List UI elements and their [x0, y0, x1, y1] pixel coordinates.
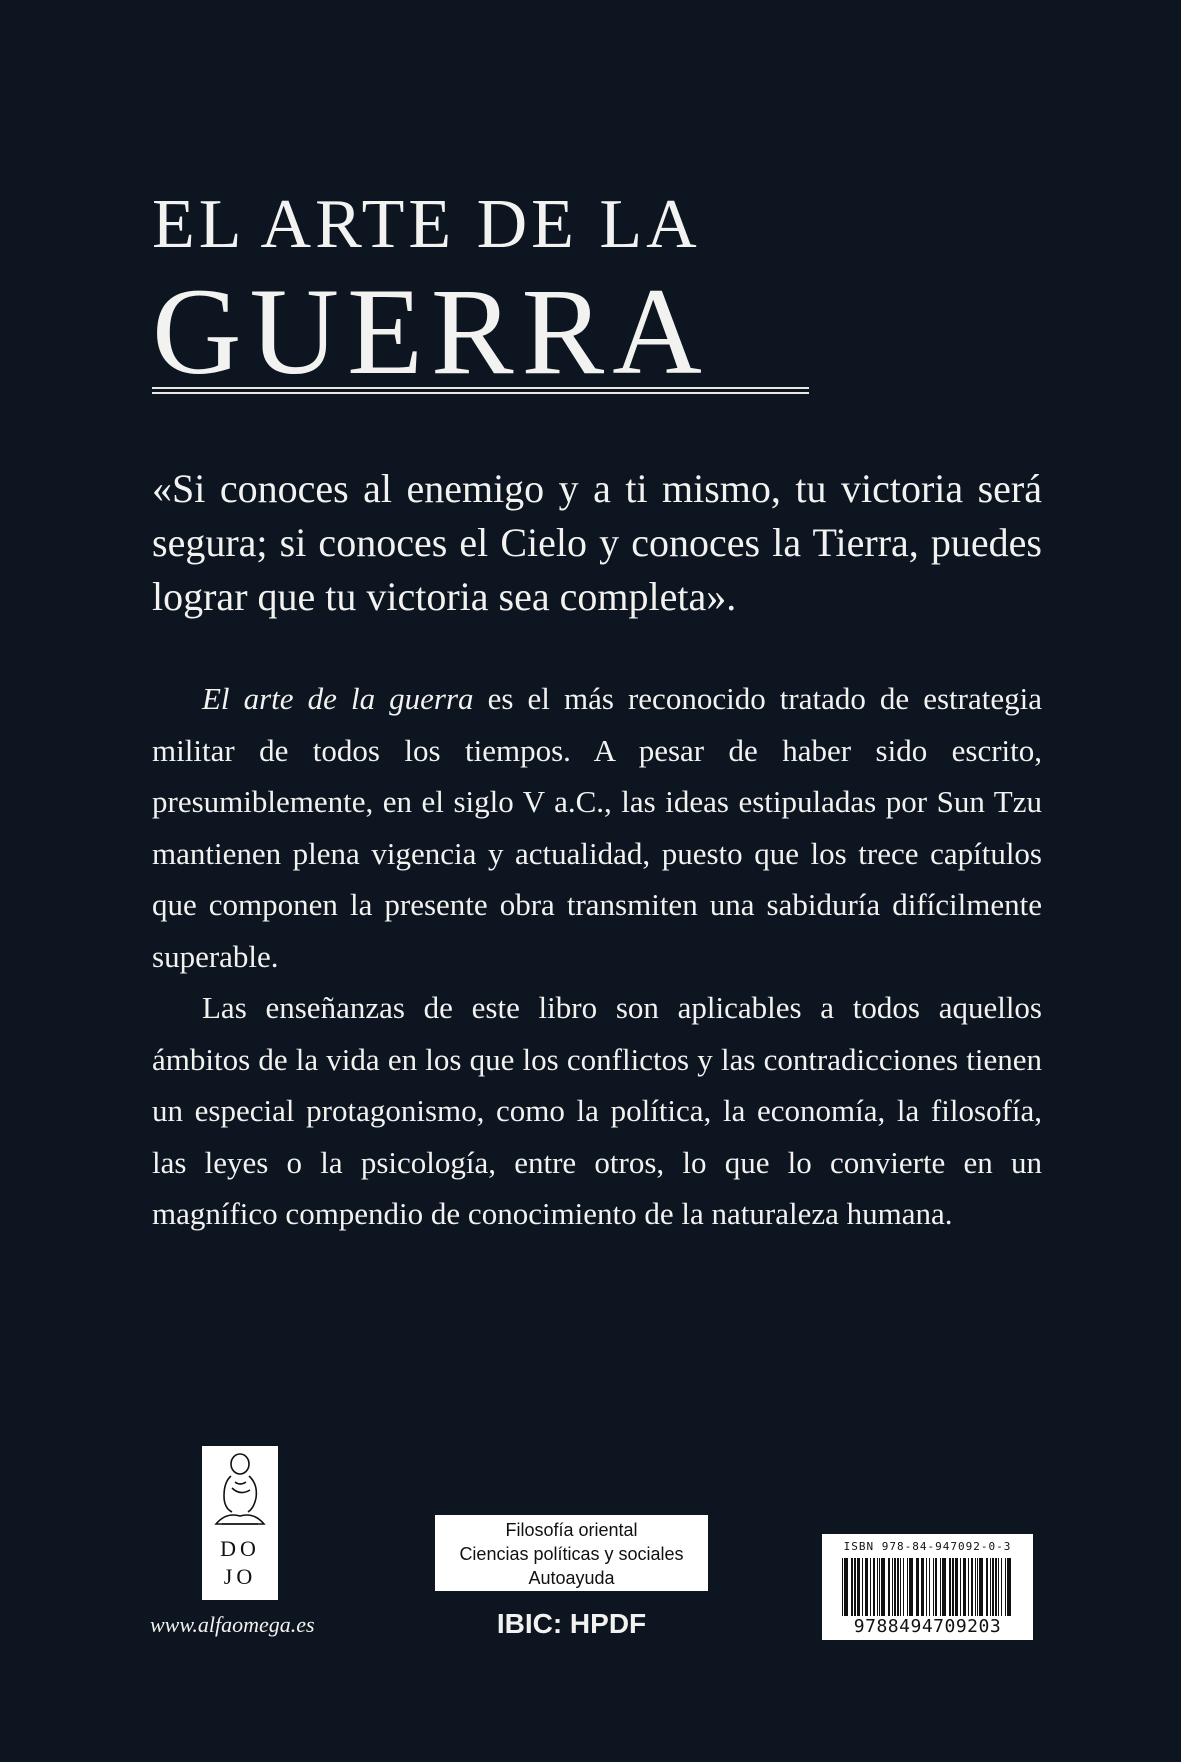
logo-text-jo: JO: [223, 1564, 257, 1589]
title-double-rule: [152, 387, 809, 394]
description-paragraph-2: Las enseñanzas de este libro son aplicables a todos aquellos ámbitos de la vida en los que los conflictos y las contradicciones tienen un especial protagonismo, como la política, la economía, la filosofía, las leyes o la psicología, entre otros, lo que lo convierte en un magnífico compendio de conocimiento de la naturaleza humana.: [152, 990, 1042, 1231]
quote: «Si conoces al enemigo y a ti mismo, tu victoria será segura; si conoces el Cielo y conoces la Tierra, puedes lograr que tu victoria sea completa».: [152, 466, 1042, 619]
category-2: Ciencias políticas y sociales: [459, 1544, 684, 1564]
category-3: Autoayuda: [528, 1568, 615, 1588]
book-title-italic: El arte de la guerra: [202, 681, 474, 716]
isbn-barcode: [822, 1534, 1033, 1640]
barcode-bars-icon: [842, 1558, 1013, 1616]
title-line-2: GUERRA: [152, 263, 710, 400]
paragraph-1-text: es el más reconocido tratado de estrategia militar de todos los tiempos. A pesar de haber sido escrito, presumiblemente, en el siglo V a.C., las ideas estipuladas por Sun Tzu mantienen plena vigencia y actualidad, puesto que los trece capítulos que componen la presente obra transmiten una sabiduría difícilmente superable.: [152, 681, 1042, 974]
description: [152, 673, 1042, 1240]
isbn-label: ISBN 978-84-947092-0-3: [843, 1540, 1012, 1553]
barcode-digits: 9788494709203: [853, 1616, 1002, 1637]
subject-categories-box: [435, 1515, 708, 1591]
title-line-1: EL ARTE DE LA: [152, 186, 701, 263]
dojo-logo: [202, 1446, 278, 1600]
description-paragraph-1: [152, 673, 1042, 982]
publisher-website: www.alfaomega.es: [150, 1612, 315, 1637]
book-title: [152, 186, 812, 400]
category-1: Filosofía oriental: [505, 1520, 638, 1540]
meditating-figure-icon: [202, 1446, 278, 1534]
logo-text-do: DO: [220, 1536, 260, 1561]
ibic-code: IBIC: HPDF: [496, 1608, 647, 1639]
